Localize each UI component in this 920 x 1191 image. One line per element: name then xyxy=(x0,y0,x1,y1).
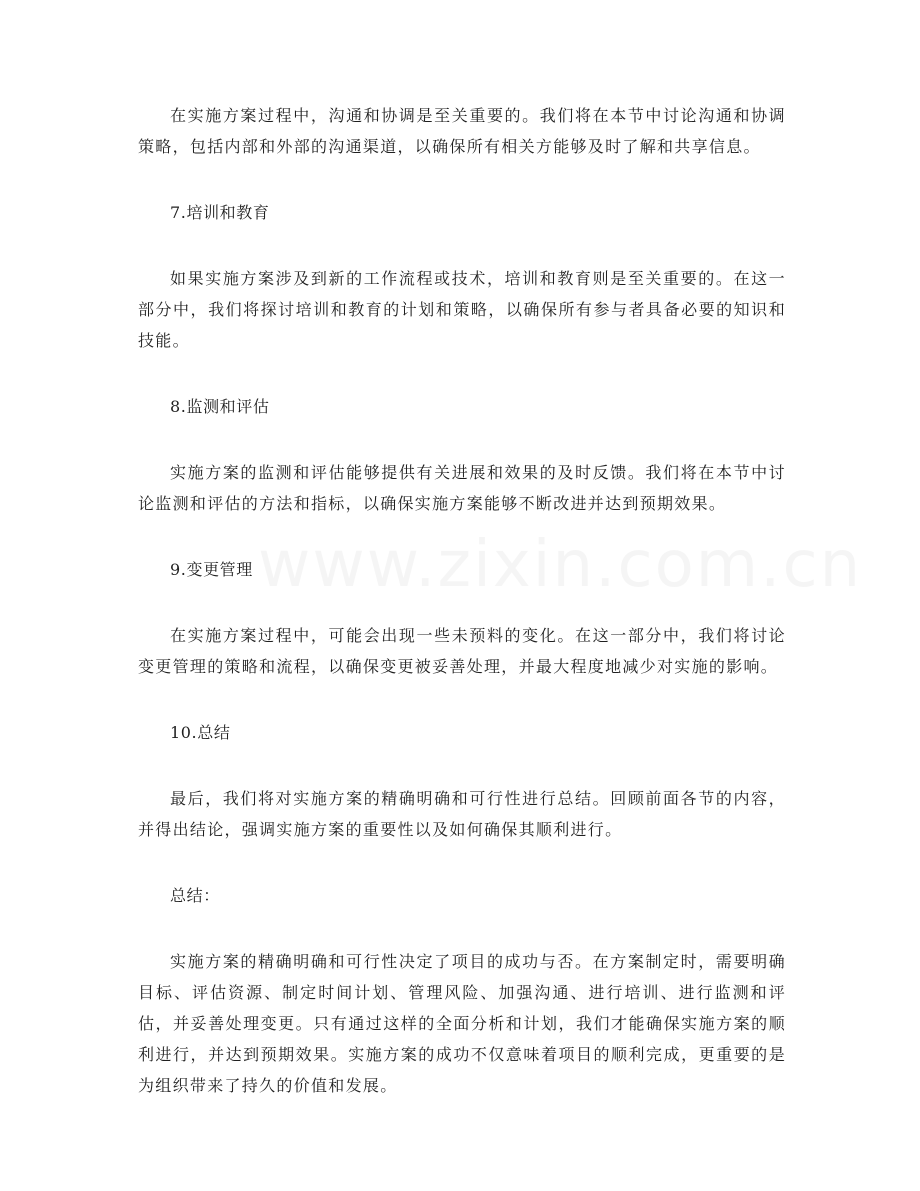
section-heading-monitoring: 8.监测和评估 xyxy=(170,397,270,416)
watermark: www.zixin.com.cn xyxy=(258,528,863,602)
paragraph-change-management: 在实施方案过程中，可能会出现一些未预料的变化。在这一部分中，我们将讨论变更管理的策略和流程，以确保变更被妥善处理，并最大程度地减少对实施的影响。 xyxy=(138,626,786,676)
document-body xyxy=(138,100,786,1101)
section-heading-change-management: 9.变更管理 xyxy=(170,560,253,579)
paragraph-summary-10: 最后，我们将对实施方案的精确明确和可行性进行总结。回顾前面各节的内容，并得出结论，强调实施方案的重要性以及如何确保其顺利进行。 xyxy=(138,789,786,839)
section-heading-conclusion: 总结： xyxy=(170,886,220,905)
paragraph-monitoring: 实施方案的监测和评估能够提供有关进展和效果的及时反馈。我们将在本节中讨论监测和评估的方法和指标，以确保实施方案能够不断改进并达到预期效果。 xyxy=(138,463,786,513)
section-heading-training: 7.培训和教育 xyxy=(170,203,270,222)
paragraph-communication: 在实施方案过程中，沟通和协调是至关重要的。我们将在本节中讨论沟通和协调策略，包括内部和外部的沟通渠道，以确保所有相关方能够及时了解和共享信息。 xyxy=(138,106,786,156)
paragraph-training: 如果实施方案涉及到新的工作流程或技术，培训和教育则是至关重要的。在这一部分中，我们将探讨培训和教育的计划和策略，以确保所有参与者具备必要的知识和技能。 xyxy=(138,269,786,350)
section-heading-summary-10: 10.总结 xyxy=(170,723,231,742)
paragraph-conclusion: 实施方案的精确明确和可行性决定了项目的成功与否。在方案制定时，需要明确目标、评估资源、制定时间计划、管理风险、加强沟通、进行培训、进行监测和评估，并妥善处理变更。只有通过这样的全面分析和计划，我们才能确保实施方案的顺利进行，并达到预期效果。实施方案的成功不仅意味着项目的顺利完成，更重要的是为组织带来了持久的价值和发展。 xyxy=(138,952,786,1095)
